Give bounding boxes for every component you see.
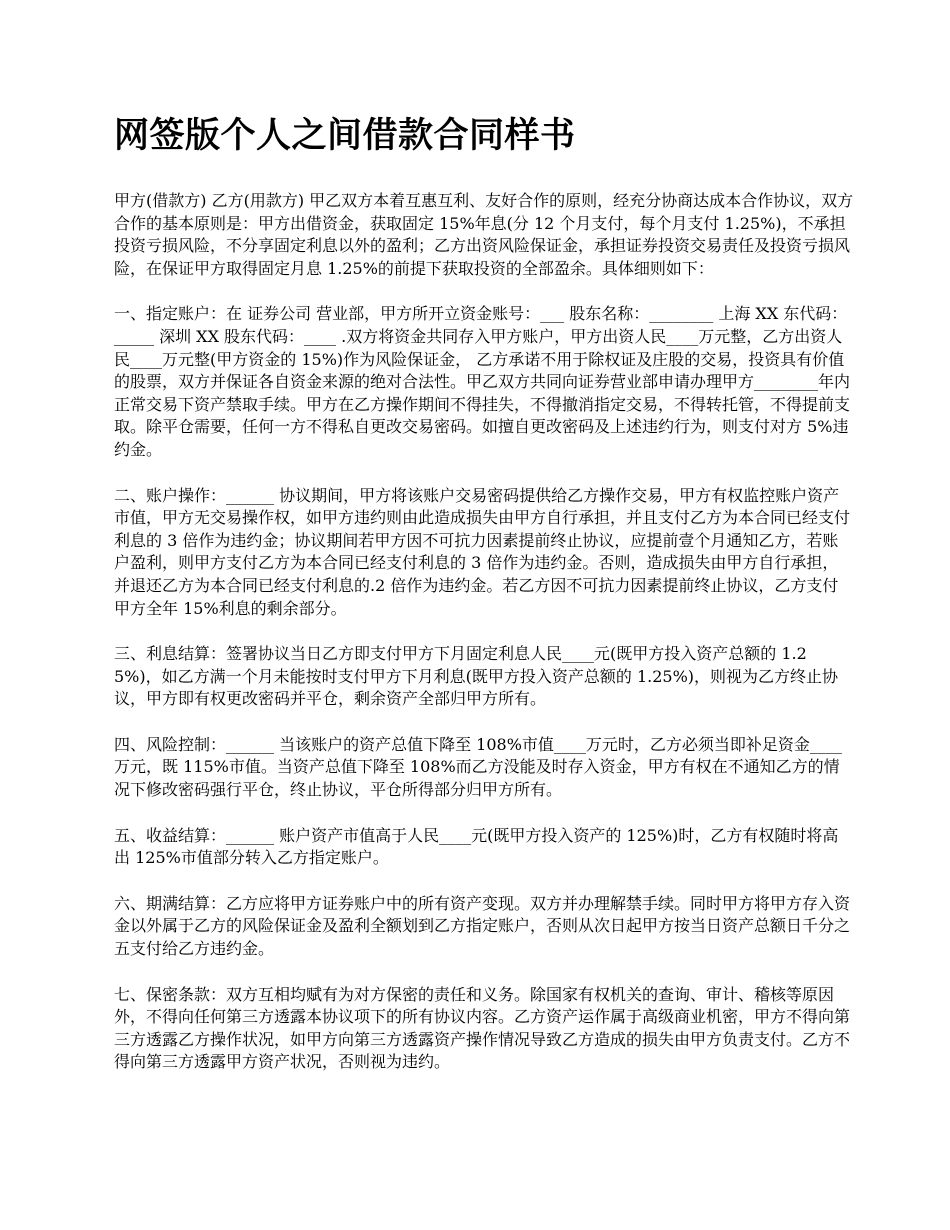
document-title: 网签版个人之间借款合同样书 — [114, 115, 576, 156]
paragraph-account-operation: 二、账户操作：______ 协议期间，甲方将该账户交易密码提供给乙方操作交易，甲方有权监控账户资产市值，甲方无交易操作权，如甲方违约则由此造成损失由甲方自行承担，并且支付乙方为本合同已经支付利息的 3 倍作为违约金；协议期间若甲方因不可抗力因素提前终止协议，应提前壹个月通知乙方，若账户盈利，则甲方支付乙方为本合同已经支付利息的 3 倍作为违约金。否则，造成损失由甲方自行承担，并退还乙方为本合同已经支付利息的.2 倍作为违约金。若乙方因不可抗力因素提前终止协议，乙方支付甲方全年 15%利息的剩余部分。 — [114, 485, 851, 618]
paragraph-intro: 甲方(借款方) 乙方(用款方) 甲乙双方本着互惠互利、友好合作的原则，经充分协商达成本合作协议，双方合作的基本原则是：甲方出借资金，获取固定 15%年息(分 12 个月支付，每个月支付 1.25%)，不承担投资亏损风险，不分享固定利息以外的盈利；乙方出资风险保证金，承担证券投资交易责任及投资亏损风险，在保证甲方取得固定月息 1.25%的前提下获取投资的全部盈余。具体细则如下： — [114, 191, 854, 278]
document-page — [114, 112, 854, 1097]
paragraph-risk-control: 四、风险控制：______ 当该账户的资产总值下降至 108%市值____万元时，乙方必须当即补足资金____万元，既 115%市值。当资产总值下降至 108%而乙方没能及时存入资金，甲方有权在不通知乙方的情况下修改密码强行平仓，终止协议，平仓所得部分归甲方所有。 — [114, 734, 842, 800]
paragraph-confidentiality: 七、保密条款：双方互相均赋有为对方保密的责任和义务。除国家有权机关的查询、审计、稽核等原因外，不得向任何第三方透露本协议项下的所有协议内容。乙方资产运作属于高级商业机密，甲方不得向第三方透露乙方操作状况，如甲方向第三方透露资产操作情况导致乙方造成的损失由甲方负责支付。乙方不得向第三方透露甲方资产状况，否则视为违约。 — [114, 984, 851, 1072]
paragraph-income-settlement: 五、收益结算：______ 账户资产市值高于人民____元(既甲方投入资产的 125%)时，乙方有权随时将高出 125%市值部分转入乙方指定账户。 — [114, 825, 839, 868]
paragraph-designated-account: 一、指定账户：在 证券公司 营业部，甲方所开立资金账号：___ 股东名称：________ 上海 XX 东代码：_____ 深圳 XX 股东代码：____ .双方将资金共同存入甲方账户，甲方出资人民____万元整，乙方出资人民____万元整(甲方资金的 15%)作为风险保证金， 乙方承诺不用于除权证及庄股的交易，投资具有价值的股票，双方并保证各自资金来源的绝对合法性。甲乙双方共同向证券营业部申请办理甲方________年内正常交易下资产禁取手续。甲方在乙方操作期间不得挂失，不得撤消指定交易，不得转托管，不得提前支取。除平仓需要，任何一方不得私自更改交易密码。如擅自更改密码及上述违约行为，则支付对方 5%违约金。 — [114, 304, 851, 459]
paragraph-maturity-settlement: 六、期满结算：乙方应将甲方证券账户中的所有资产变现。双方并办理解禁手续。同时甲方将甲方存入资金以外属于乙方的风险保证金及盈利全额划到乙方指定账户，否则从次日起甲方按当日资产总额日千分之五支付给乙方违约金。 — [114, 893, 851, 959]
paragraph-interest-settlement: 三、利息结算：签署协议当日乙方即支付甲方下月固定利息人民____元(既甲方投入资产总额的 1.25%)，如乙方满一个月未能按时支付甲方下月利息(既甲方投入资产总额的 1.25%)，则视为乙方终止协议，甲方即有权更改密码并平仓，剩余资产全部归甲方所有。 — [114, 644, 839, 709]
